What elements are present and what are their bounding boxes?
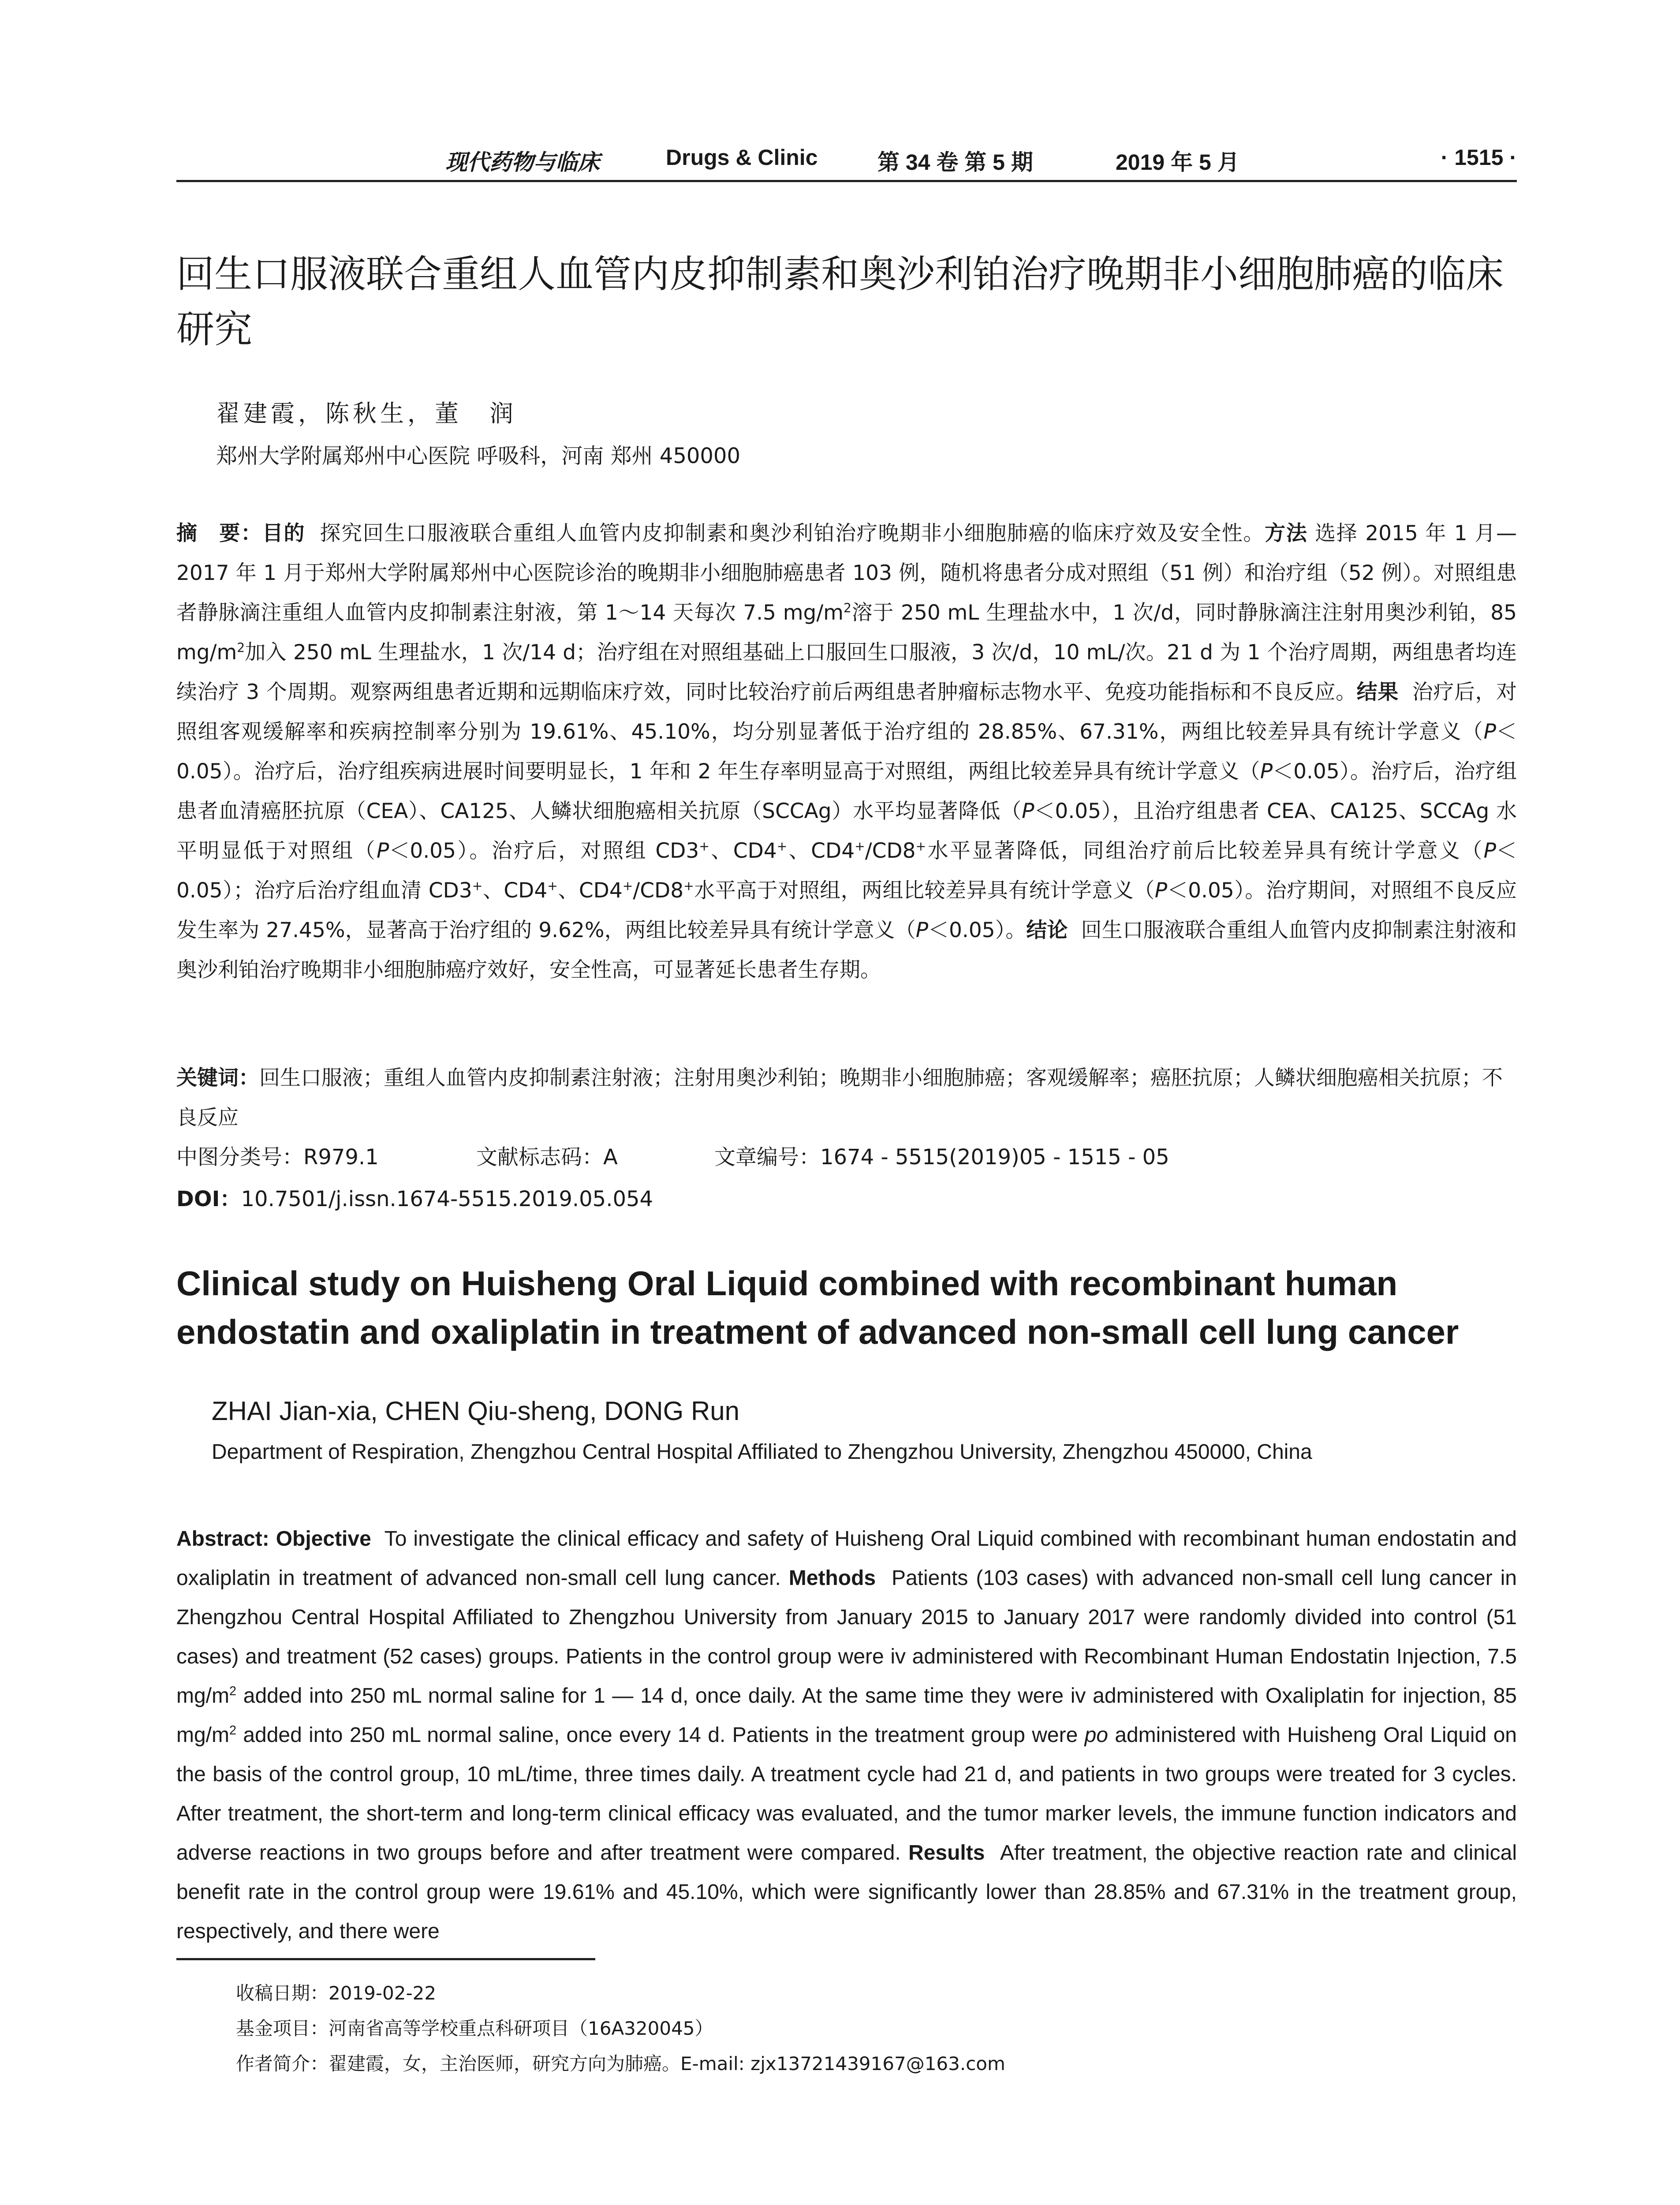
authors-cn: 翟建霞，陈秋生，董 润 <box>216 400 517 427</box>
conclusion-text-cn: 回生口服液联合重组人血管内皮抑制素注射液和奥沙利铂治疗晚期非小细胞肺癌疗效好，安全性高，可显著延长患者生存期。 <box>176 918 1517 982</box>
results-text-cn: /CD8 <box>865 839 916 863</box>
doi <box>176 1182 653 1212</box>
po-term: po <box>1084 1723 1108 1747</box>
title-en: Clinical study on Huisheng Oral Liquid combined with recombinant human endostatin and oxaliplatin in treatment of advanced non-small cell lung cancer <box>176 1264 1459 1351</box>
superscript: + <box>472 878 483 893</box>
results-text-cn: 、CD4 <box>787 839 855 863</box>
p-symbol: P <box>377 839 389 863</box>
keywords-text-cn: 回生口服液；重组人血管内皮抑制素注射液；注射用奥沙利铂；晚期非小细胞肺癌；客观缓解率；癌胚抗原；人鳞状细胞癌相关抗原；不良反应 <box>176 1066 1503 1130</box>
running-header <box>176 140 1517 182</box>
p-symbol: P <box>1022 799 1034 823</box>
superscript: + <box>915 839 926 854</box>
p-symbol: P <box>1483 720 1496 744</box>
superscript: 2 <box>229 1723 237 1738</box>
superscript: 2 <box>237 640 245 655</box>
p-symbol: P <box>915 918 929 942</box>
results-text-cn: 、CD4 <box>482 878 548 903</box>
page-number: · 1515 · <box>1441 145 1517 170</box>
superscript: + <box>622 878 633 893</box>
methods-text-en: added into 250 mL normal saline for 1 — 14 d, once daily. At the same time they were iv administered with Oxaliplatin for injection, 85 mg/m <box>176 1684 1517 1747</box>
issue-date: 2019 年 5 月 <box>1116 150 1239 175</box>
clc-number: 中图分类号：R979.1 <box>176 1145 379 1170</box>
objective-label-en: Objective <box>276 1527 371 1551</box>
authors-en: ZHAI Jian-xia, CHEN Qiu-sheng, DONG Run <box>212 1396 740 1426</box>
article-number: 文章编号：1674 - 5515(2019)05 - 1515 - 05 <box>714 1145 1169 1170</box>
methods-text-cn-2: 溶于 250 mL 生理盐水中，1 次/d，同时静脉滴注注射用奥沙利铂，85 mg/m <box>176 601 1517 665</box>
abstract-en <box>176 1519 1517 1951</box>
results-text-cn: ＜0.05）。治疗后，治疗组患者血清癌胚抗原（CEA）、CA125、人鳞状细胞癌相关抗原（SCCAg）水平均显著降低（ <box>176 759 1517 823</box>
results-text-cn: ＜0.05）。治疗期间，对照组不良反应发生率为 27.45%，显著高于治疗组的 9.62%，两组比较差异具有统计学意义（ <box>176 878 1517 942</box>
methods-label-cn: 方法 <box>1265 521 1308 546</box>
superscript: + <box>855 839 865 854</box>
doi-link[interactable]: 10.7501/j.issn.1674-5515.2019.05.054 <box>241 1187 653 1211</box>
methods-text-cn-1: 选择 2015 年 1 月—2017 年 1 月于郑州大学附属郑州中心医院诊治的晚期非小细胞肺癌患者 103 例，随机将患者分成对照组（51 例）和治疗组（52 例）。对照组患者静脉滴注重组人血管内皮抑制素注射液，第 1～14 天每次 7.5 mg/m <box>176 521 1517 625</box>
methods-label-en: Methods <box>788 1566 876 1590</box>
results-label-cn: 结果 <box>1356 680 1399 704</box>
journal-name-en: Drugs & Clinic <box>666 145 818 170</box>
results-text-cn: ＜0.05）。 <box>928 918 1027 942</box>
methods-text-cn-3: 加入 250 mL 生理盐水，1 次/14 d；治疗组在对照组基础上口服回生口服液，3 次/d，10 mL/次。21 d 为 1 个治疗周期，两组患者均连续治疗 3 个周期。观察两组患者近期和远期临床疗效，同时比较治疗前后两组患者肿瘤标志物水平、免疫功能指标和不良反应。 <box>176 640 1517 704</box>
footnote-divider <box>176 1958 595 1960</box>
objective-text-cn: 探究回生口服液联合重组人血管内皮抑制素和奥沙利铂治疗晚期非小细胞肺癌的临床疗效及安全性。 <box>320 521 1265 546</box>
objective-text-en: To investigate the clinical efficacy and safety of Huisheng Oral Liquid combined with recombinant human endostatin and oxaliplatin in treatment of advanced non-small cell lung cancer. <box>176 1527 1517 1590</box>
p-symbol: P <box>1154 878 1168 903</box>
superscript: 2 <box>843 601 851 616</box>
results-text-en: After treatment, the objective reaction rate and clinical benefit rate in the control group were 19.61% and 45.10%, which were significantly lower than 28.85% and 67.31% in the treatment group, respectively, and there were <box>176 1841 1517 1943</box>
superscript: 2 <box>229 1684 237 1698</box>
doi-label: DOI： <box>176 1187 241 1211</box>
results-text-cn: 、CD4 <box>709 839 777 863</box>
superscript: + <box>683 878 694 893</box>
footnotes <box>236 1976 1005 2082</box>
superscript: + <box>699 839 709 854</box>
volume-issue: 第 34 卷 第 5 期 <box>877 150 1033 175</box>
conclusion-label-cn: 结论 <box>1026 918 1068 942</box>
abstract-label-cn: 摘 要： <box>176 521 262 546</box>
results-text-cn: 水平高于对照组，两组比较差异具有统计学意义（ <box>694 878 1155 903</box>
results-text-cn: 、CD4 <box>557 878 623 903</box>
abstract-cn <box>176 514 1517 990</box>
results-text-cn: 水平显著降低，同组治疗前后比较差异具有统计学意义（ <box>926 839 1484 863</box>
results-label-en: Results <box>908 1841 985 1865</box>
document-code: 文献标志码：A <box>476 1145 618 1170</box>
affiliation-en: Department of Respiration, Zhengzhou Central Hospital Affiliated to Zhengzhou University, Zhengzhou 450000, China <box>212 1440 1312 1464</box>
results-text-cn: ＜0.05）；治疗后治疗组血清 CD3 <box>176 839 1517 903</box>
superscript: + <box>777 839 788 854</box>
methods-text-en: administered with Huisheng Oral Liquid on the basis of the control group, 10 mL/time, three times daily. A treatment cycle had 21 d, and patients in two groups were treated for 3 cycles. After treatment, the short-term and long-term clinical efficacy was evaluated, and the tumor marker levels, the immune function indicators and adverse reactions in two groups before and after treatment were compared. <box>176 1723 1517 1865</box>
results-text-cn: 治疗后，对照组客观缓解率和疾病控制率分别为 19.61%、45.10%，均分别显著低于治疗组的 28.85%、67.31%，两组比较差异具有统计学意义（ <box>176 680 1517 744</box>
affiliation-cn: 郑州大学附属郑州中心医院 呼吸科，河南 郑州 450000 <box>216 444 741 468</box>
p-symbol: P <box>1260 759 1273 784</box>
objective-label-cn: 目的 <box>262 521 306 546</box>
p-symbol: P <box>1483 839 1497 863</box>
author-bio: 作者简介：翟建霞，女，主治医师，研究方向为肺癌。E-mail: zjx13721439167@163.com <box>236 2053 1005 2074</box>
methods-text-en: added into 250 mL normal saline, once every 14 d. Patients in the treatment group were <box>236 1723 1085 1747</box>
results-text-cn: /CD8 <box>633 878 684 903</box>
journal-name-cn: 现代药物与临床 <box>445 150 600 175</box>
results-text-cn: ＜0.05），且治疗组患者 CEA、CA125、SCCAg 水平明显低于对照组（ <box>176 799 1517 863</box>
results-text-cn: ＜0.05）。治疗后，治疗组疾病进展时间要明显长，1 年和 2 年生存率明显高于对照组，两组比较差异具有统计学意义（ <box>176 720 1517 784</box>
keywords-label-cn: 关键词： <box>176 1066 259 1090</box>
methods-text-en: Patients (103 cases) with advanced non-small cell lung cancer in Zhengzhou Central Hospital Affiliated to Zhengzhou University from January 2015 to January 2017 were randomly divided into control (51 cases) and treatment (52 cases) groups. Patients in the control group were iv administered with Recombinant Human Endostatin Injection, 7.5 mg/m <box>176 1566 1517 1708</box>
title-cn: 回生口服液联合重组人血管内皮抑制素和奥沙利铂治疗晚期非小细胞肺癌的临床研究 <box>176 252 1504 351</box>
superscript: + <box>547 878 558 893</box>
fund-info: 基金项目：河南省高等学校重点科研项目（16A320045） <box>236 2018 713 2039</box>
results-text-cn: ＜0.05）。治疗后，对照组 CD3 <box>389 839 699 863</box>
abstract-label-en: Abstract: <box>176 1527 269 1551</box>
received-date: 收稿日期：2019-02-22 <box>236 1982 437 2004</box>
keywords-cn <box>176 1058 1517 1138</box>
